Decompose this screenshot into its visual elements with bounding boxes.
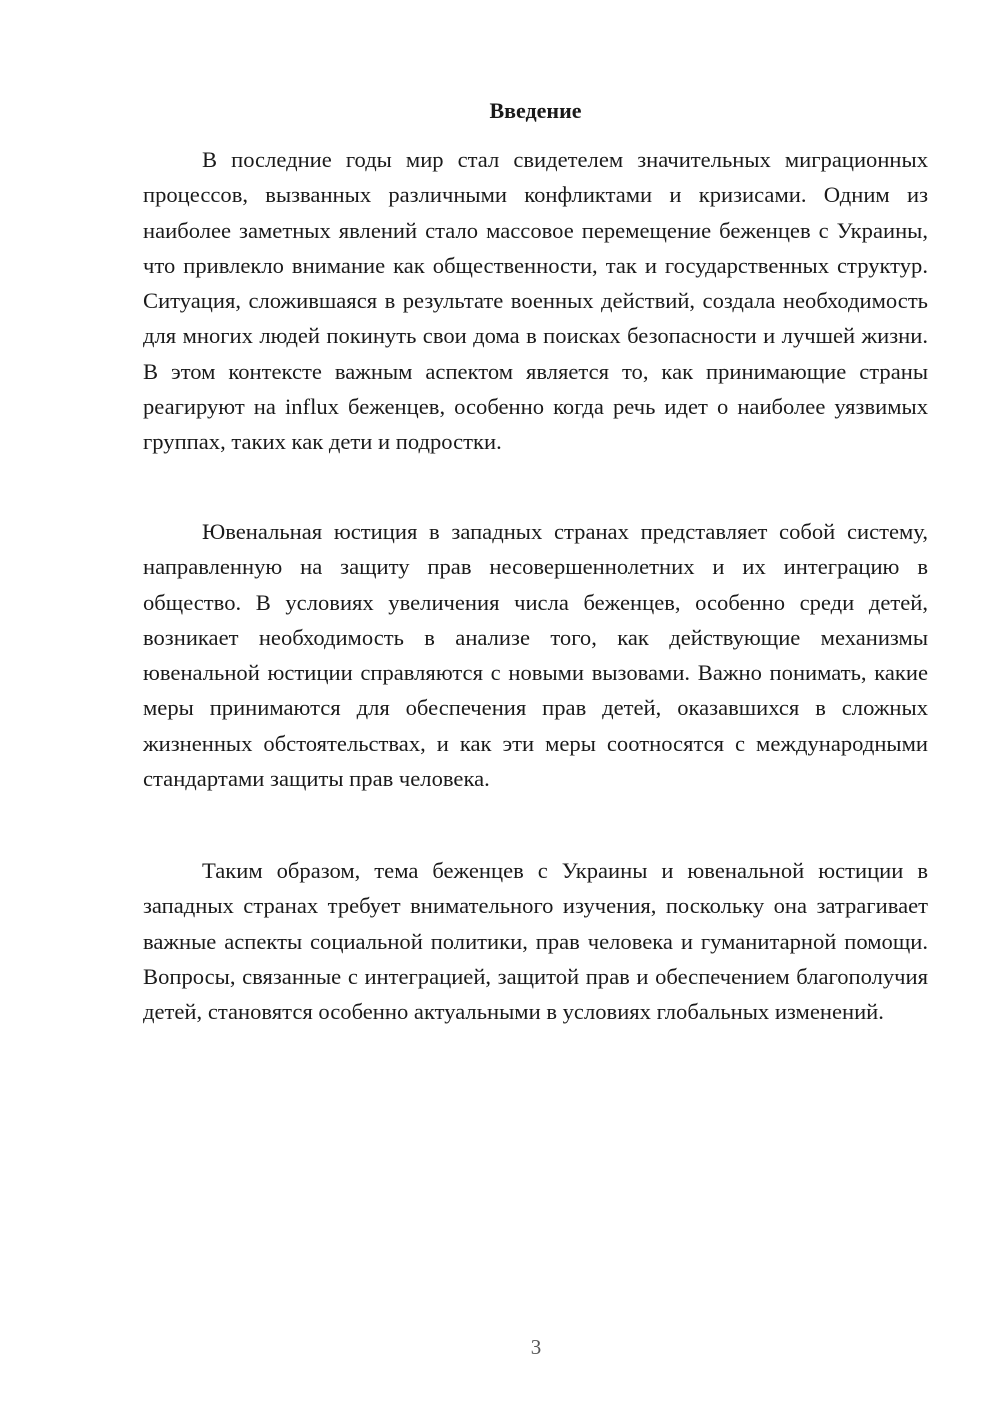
page-number: 3 [530, 1335, 542, 1359]
paragraph-3: Таким образом, тема беженцев с Украины и ювенальной юстиции в западных странах требует внимательного изучения, поскольку она затрагивает важные аспекты социальной политики, прав человека и гуманитарной помощи. Вопросы, связанные с интеграцией, защитой прав и обеспечением благополучия детей, становятся особенно актуальными в условиях глобальных изменений. [143, 858, 928, 1025]
paragraph-2: Ювенальная юстиция в западных странах представляет собой систему, направленную на защиту прав несовершеннолетних и их интеграцию в общество. В условиях увеличения числа беженцев, особенно среди детей, возникает необходимость в анализе того, как действующие механизмы ювенальной юстиции справляются с новыми вызовами. Важно понимать, какие меры принимаются для обеспечения прав детей, оказавшихся в сложных жизненных обстоятельствах, и как эти меры соотносятся с международными стандартами защиты прав человека. [143, 519, 928, 792]
paragraph-1: В последние годы мир стал свидетелем значительных миграционных процессов, вызванных различными конфликтами и кризисами. Одним из наиболее заметных явлений стало массовое перемещение беженцев с Украины, что привлекло внимание как общественности, так и государственных структур. Ситуация, сложившаяся в результате военных действий, создала необходимость для многих людей покинуть свои дома в поисках безопасности и лучшей жизни. В этом контексте важным аспектом является то, как принимающие страны реагируют на influx беженцев, особенно когда речь идет о наиболее уязвимых группах, таких как дети и подростки. [143, 147, 928, 455]
section-heading: Введение [489, 98, 582, 123]
